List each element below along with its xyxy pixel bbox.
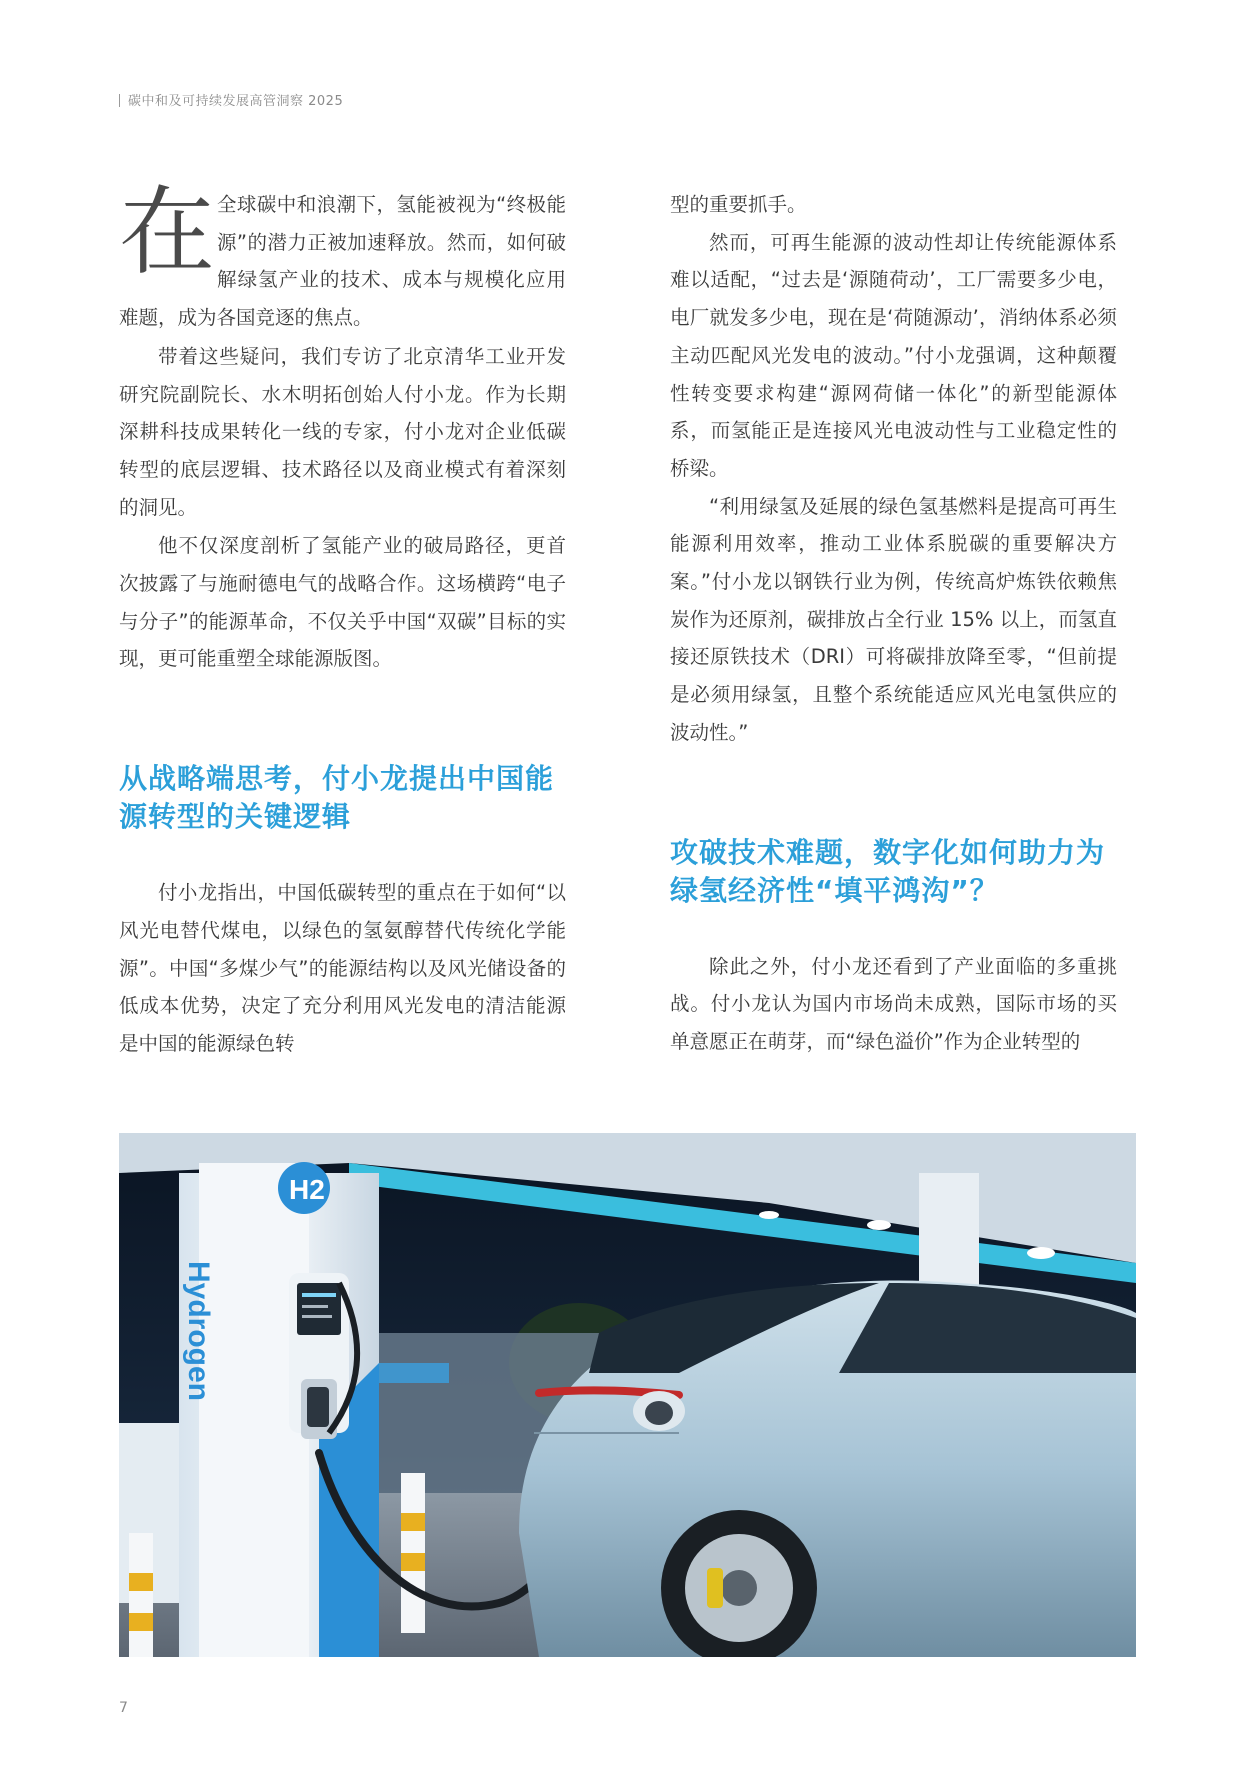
section-heading: 攻破技术难题，数字化如何助力为绿氢经济性“填平鸿沟”？ [670,835,1106,907]
header-divider [119,94,120,107]
drop-cap: 在 [119,176,215,288]
paragraph: 除此之外，付小龙还看到了产业面临的多重挑战。付小龙认为国内市场尚未成熟，国际市场的买单意愿正在萌芽，而“绿色溢价”作为企业转型的 [670,954,1117,1053]
intro-paragraph [119,176,566,337]
right-column [670,186,1117,1061]
paragraph: 然而，可再生能源的波动性却让传统能源体系难以适配，“过去是‘源随荷动’，工厂需要多少电，电厂就发多少电，现在是‘荷随源动’，消纳体系必须主动匹配风光发电的波动。”付小龙强调，这种颠覆性转变要求构建“源网荷储一体化”的新型能源体系，而氢能正是连接风光电波动性与工业稳定性的桥梁。 [670,230,1117,480]
paragraph: “利用绿氢及延展的绿色氢基燃料是提高可再生能源利用效率，推动工业体系脱碳的重要解决方案。”付小龙以钢铁行业为例，传统高炉炼铁依赖焦炭作为还原剂，碳排放占全行业 15% 以上，而氢直接还原铁技术（DRI）可将碳排放降至零，“但前提是必须用绿氢，且整个系统能适应风光电氢供应的波动性。” [670,494,1117,744]
paragraph: 他不仅深度剖析了氢能产业的破局路径，更首次披露了与施耐德电气的战略合作。这场横跨“电子与分子”的能源革命，不仅关乎中国“双碳”目标的实现，更可能重塑全球能源版图。 [119,534,566,671]
paragraph: 型的重要抓手。 [670,193,807,216]
hydrogen-station-photo [119,1133,1136,1657]
running-header [119,90,343,109]
page-number: 7 [119,1700,128,1716]
photo-illustration [119,1133,1136,1657]
hydrogen-label: Hydrogen [182,1261,215,1402]
header-title: 碳中和及可持续发展高管洞察 2025 [128,94,344,109]
section-heading: 从战略端思考，付小龙提出中国能源转型的关键逻辑 [119,762,555,834]
paragraph: 付小龙指出，中国低碳转型的重点在于如何“以风光电替代煤电，以绿色的氢氨醇替代传统化学能源”。中国“多煤少气”的能源结构以及风光储设备的低成本优势，决定了充分利用风光发电的清洁能源是中国的能源绿色转 [119,881,566,1055]
paragraph: 带着这些疑问，我们专访了北京清华工业开发研究院副院长、水木明拓创始人付小龙。作为长期深耕科技成果转化一线的专家，付小龙对企业低碳转型的底层逻辑、技术路径以及商业模式有着深刻的洞见。 [119,344,566,519]
left-column [119,176,566,1063]
intro-text: 全球碳中和浪潮下，氢能被视为“终极能源”的潜力正被加速释放。然而，如何破解绿氢产业的技术、成本与规模化应用难题，成为各国竞逐的焦点。 [119,193,566,330]
h2-badge-text: H2 [289,1174,325,1205]
